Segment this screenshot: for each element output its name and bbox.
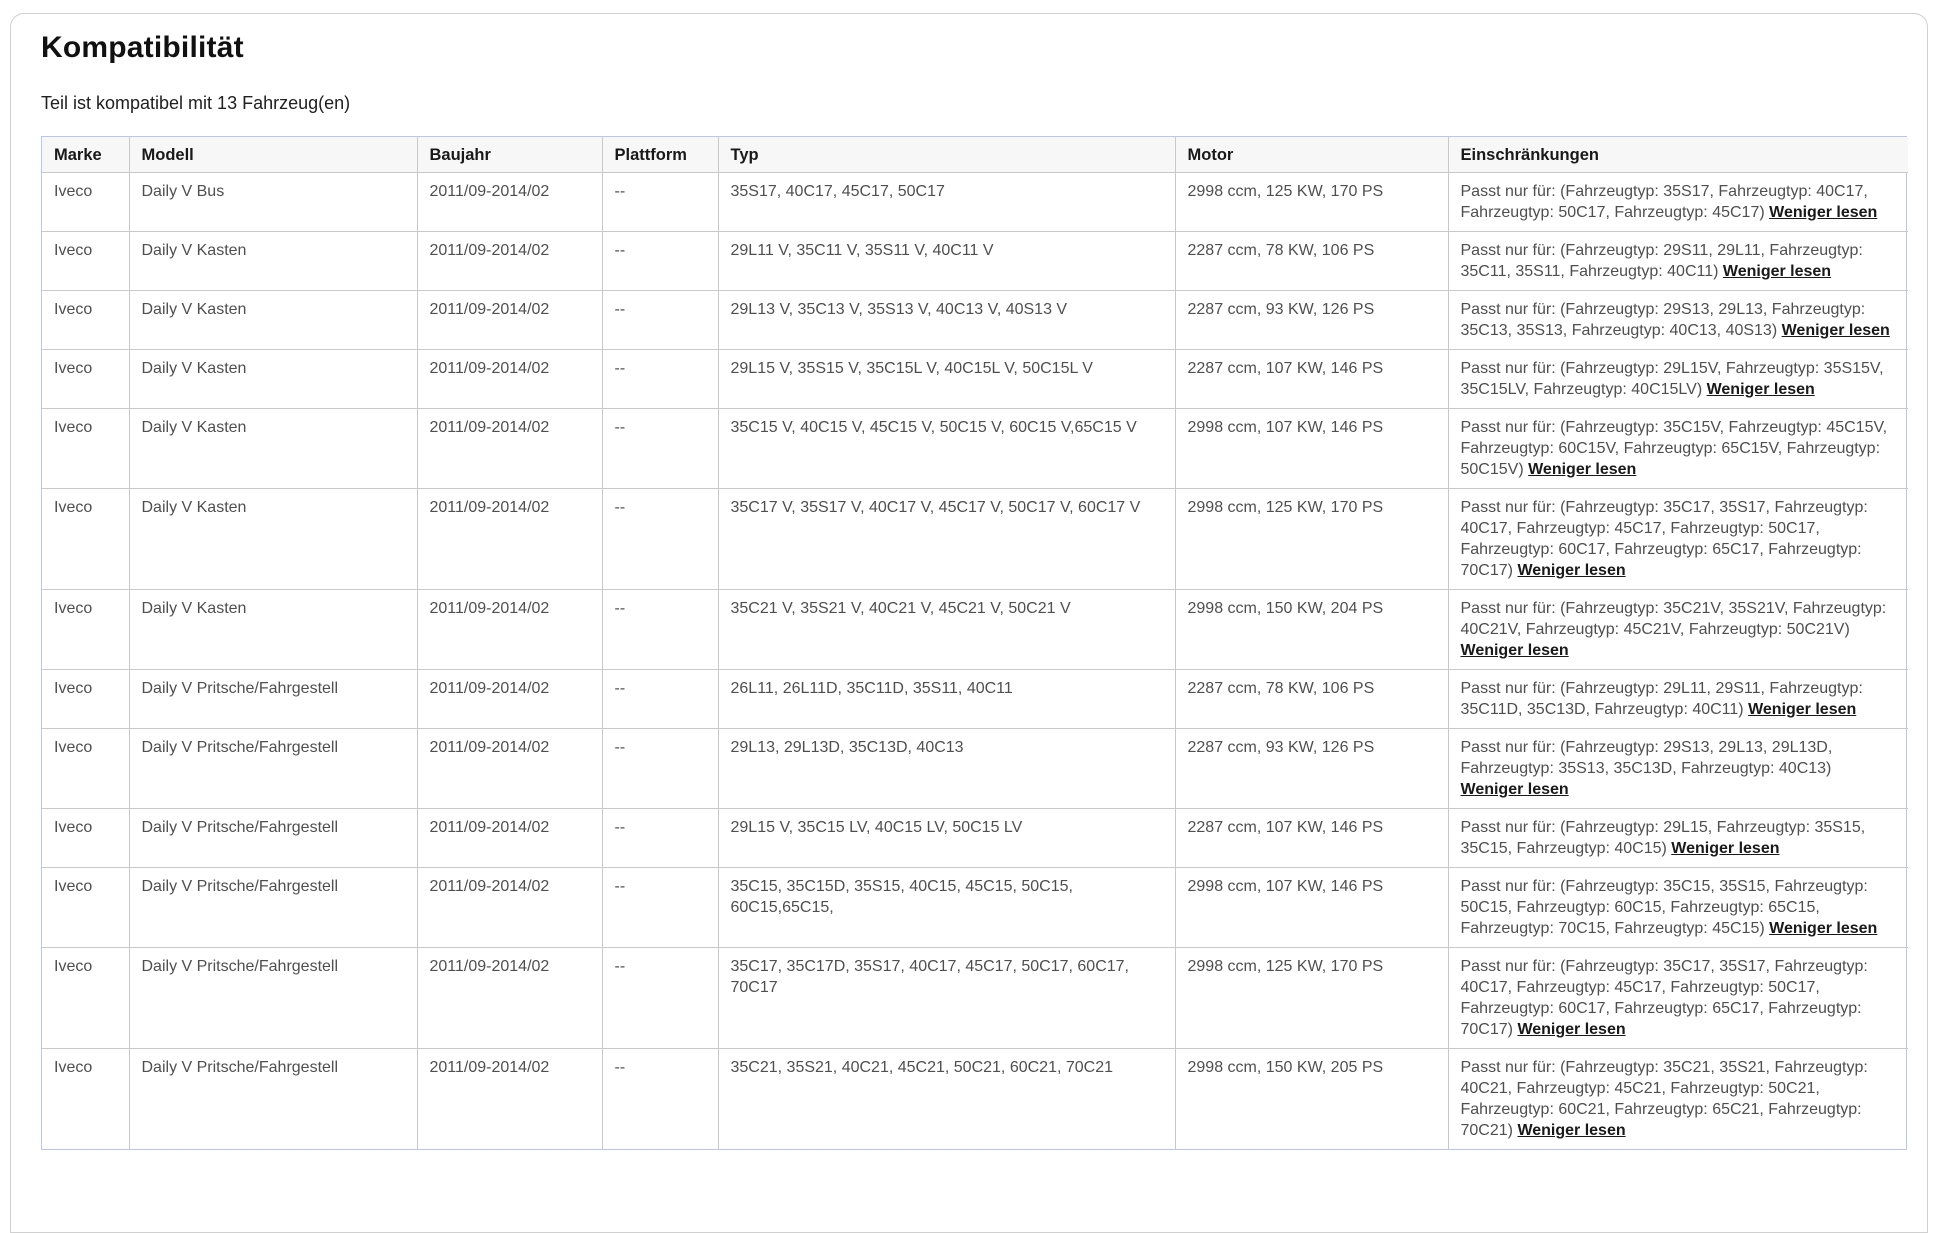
cell-modell: Daily V Kasten [129,291,417,350]
cell-einschraenkungen [1448,173,1908,232]
column-header-modell: Modell [129,137,417,173]
cell-motor: 2287 ccm, 93 KW, 126 PS [1175,291,1448,350]
weniger-lesen-link[interactable]: Weniger lesen [1517,1021,1626,1038]
weniger-lesen-link[interactable]: Weniger lesen [1460,642,1569,659]
cell-motor: 2998 ccm, 150 KW, 205 PS [1175,1049,1448,1150]
restriction-text: Passt nur für: (Fahrzeugtyp: 29S11, 29L11, Fahrzeugtyp: 35C11, 35S11, Fahrzeugtyp: 40C11) [1460,242,1863,280]
cell-typ: 29L15 V, 35C15 LV, 40C15 LV, 50C15 LV [718,809,1175,868]
restriction-text: Passt nur für: (Fahrzeugtyp: 29L15, Fahrzeugtyp: 35S15, 35C15, Fahrzeugtyp: 40C15) [1460,819,1866,857]
cell-baujahr: 2011/09-2014/02 [417,948,602,1049]
cell-baujahr: 2011/09-2014/02 [417,489,602,590]
restriction-text: Passt nur für: (Fahrzeugtyp: 35C21, 35S21, Fahrzeugtyp: 40C21, Fahrzeugtyp: 45C21, Fahrzeugtyp: 50C21, Fahrzeugtyp: 60C21, Fahrzeugtyp: 65C21, Fahrzeugtyp: 70C21) [1460,1059,1868,1139]
cell-marke: Iveco [42,291,129,350]
cell-marke: Iveco [42,809,129,868]
compatibility-table [42,137,1908,1149]
cell-typ: 35S17, 40C17, 45C17, 50C17 [718,173,1175,232]
weniger-lesen-link[interactable]: Weniger lesen [1517,562,1626,579]
cell-marke: Iveco [42,1049,129,1150]
column-header-einschraenkungen: Einschränkungen [1448,137,1908,173]
cell-motor: 2998 ccm, 125 KW, 170 PS [1175,173,1448,232]
table-row [42,729,1908,809]
cell-modell: Daily V Pritsche/Fahrgestell [129,809,417,868]
cell-baujahr: 2011/09-2014/02 [417,291,602,350]
cell-einschraenkungen [1448,232,1908,291]
cell-plattform: -- [602,809,718,868]
table-row [42,1049,1908,1150]
table-row [42,291,1908,350]
cell-einschraenkungen [1448,409,1908,489]
cell-baujahr: 2011/09-2014/02 [417,1049,602,1150]
restriction-text: Passt nur für: (Fahrzeugtyp: 35C17, 35S17, Fahrzeugtyp: 40C17, Fahrzeugtyp: 45C17, Fahrzeugtyp: 50C17, Fahrzeugtyp: 60C17, Fahrzeugtyp: 65C17, Fahrzeugtyp: 70C17) [1460,499,1868,579]
cell-typ: 35C15, 35C15D, 35S15, 40C15, 45C15, 50C15, 60C15,65C15, [718,868,1175,948]
cell-plattform: -- [602,232,718,291]
cell-typ: 29L11 V, 35C11 V, 35S11 V, 40C11 V [718,232,1175,291]
cell-einschraenkungen [1448,868,1908,948]
weniger-lesen-link[interactable]: Weniger lesen [1706,381,1815,398]
cell-einschraenkungen [1448,590,1908,670]
cell-modell: Daily V Pritsche/Fahrgestell [129,729,417,809]
cell-plattform: -- [602,590,718,670]
cell-marke: Iveco [42,350,129,409]
cell-baujahr: 2011/09-2014/02 [417,590,602,670]
compatibility-section [10,13,1928,1233]
table-row [42,809,1908,868]
compatibility-table-body [42,173,1908,1150]
weniger-lesen-link[interactable]: Weniger lesen [1460,781,1569,798]
restriction-text: Passt nur für: (Fahrzeugtyp: 35C15V, Fahrzeugtyp: 45C15V, Fahrzeugtyp: 60C15V, Fahrzeugtyp: 65C15V, Fahrzeugtyp: 50C15V) [1460,419,1888,478]
cell-motor: 2998 ccm, 107 KW, 146 PS [1175,409,1448,489]
cell-marke: Iveco [42,489,129,590]
cell-motor: 2287 ccm, 93 KW, 126 PS [1175,729,1448,809]
cell-plattform: -- [602,670,718,729]
page-title: Kompatibilität [41,31,244,64]
weniger-lesen-link[interactable]: Weniger lesen [1722,263,1832,280]
restriction-text: Passt nur für: (Fahrzeugtyp: 35C15, 35S15, Fahrzeugtyp: 50C15, Fahrzeugtyp: 60C15, Fahrzeugtyp: 65C15, Fahrzeugtyp: 70C15, Fahrzeugtyp: 45C15) [1460,878,1868,937]
cell-motor: 2287 ccm, 107 KW, 146 PS [1175,350,1448,409]
cell-typ: 29L13 V, 35C13 V, 35S13 V, 40C13 V, 40S13 V [718,291,1175,350]
weniger-lesen-link[interactable]: Weniger lesen [1769,920,1878,937]
weniger-lesen-link[interactable]: Weniger lesen [1671,840,1780,857]
column-header-marke: Marke [42,137,129,173]
cell-einschraenkungen [1448,729,1908,809]
cell-modell: Daily V Kasten [129,409,417,489]
cell-typ: 35C17 V, 35S17 V, 40C17 V, 45C17 V, 50C17 V, 60C17 V [718,489,1175,590]
column-header-baujahr: Baujahr [417,137,602,173]
table-header-row [42,137,1908,173]
restriction-text: Passt nur für: (Fahrzeugtyp: 29S13, 29L13, Fahrzeugtyp: 35C13, 35S13, Fahrzeugtyp: 40C13, 40S13) [1460,301,1866,339]
cell-modell: Daily V Pritsche/Fahrgestell [129,670,417,729]
restriction-text: Passt nur für: (Fahrzeugtyp: 29L15V, Fahrzeugtyp: 35S15V, 35C15LV, Fahrzeugtyp: 40C15LV) [1460,360,1884,398]
cell-marke: Iveco [42,948,129,1049]
cell-modell: Daily V Kasten [129,232,417,291]
cell-plattform: -- [602,729,718,809]
cell-baujahr: 2011/09-2014/02 [417,729,602,809]
cell-motor: 2998 ccm, 125 KW, 170 PS [1175,948,1448,1049]
compatibility-summary: Teil ist kompatibel mit 13 Fahrzeug(en) [41,93,351,113]
table-row [42,409,1908,489]
cell-motor: 2998 ccm, 150 KW, 204 PS [1175,590,1448,670]
cell-einschraenkungen [1448,489,1908,590]
cell-einschraenkungen [1448,350,1908,409]
cell-typ: 35C21 V, 35S21 V, 40C21 V, 45C21 V, 50C21 V [718,590,1175,670]
cell-baujahr: 2011/09-2014/02 [417,809,602,868]
restriction-text: Passt nur für: (Fahrzeugtyp: 35S17, Fahrzeugtyp: 40C17, Fahrzeugtyp: 50C17, Fahrzeugtyp: 45C17) [1460,183,1868,221]
cell-motor: 2998 ccm, 125 KW, 170 PS [1175,489,1448,590]
cell-modell: Daily V Kasten [129,590,417,670]
cell-plattform: -- [602,291,718,350]
weniger-lesen-link[interactable]: Weniger lesen [1517,1122,1626,1139]
cell-motor: 2998 ccm, 107 KW, 146 PS [1175,868,1448,948]
cell-baujahr: 2011/09-2014/02 [417,350,602,409]
cell-baujahr: 2011/09-2014/02 [417,670,602,729]
cell-baujahr: 2011/09-2014/02 [417,173,602,232]
column-header-motor: Motor [1175,137,1448,173]
cell-modell: Daily V Pritsche/Fahrgestell [129,948,417,1049]
restriction-text: Passt nur für: (Fahrzeugtyp: 29L11, 29S11, Fahrzeugtyp: 35C11D, 35C13D, Fahrzeugtyp: 40C11) [1460,680,1863,718]
cell-plattform: -- [602,868,718,948]
weniger-lesen-link[interactable]: Weniger lesen [1748,701,1857,718]
weniger-lesen-link[interactable]: Weniger lesen [1528,461,1637,478]
cell-typ: 35C17, 35C17D, 35S17, 40C17, 45C17, 50C17, 60C17, 70C17 [718,948,1175,1049]
cell-typ: 35C15 V, 40C15 V, 45C15 V, 50C15 V, 60C15 V,65C15 V [718,409,1175,489]
cell-motor: 2287 ccm, 78 KW, 106 PS [1175,670,1448,729]
cell-plattform: -- [602,409,718,489]
table-row [42,868,1908,948]
cell-plattform: -- [602,173,718,232]
restriction-text: Passt nur für: (Fahrzeugtyp: 35C17, 35S17, Fahrzeugtyp: 40C17, Fahrzeugtyp: 45C17, Fahrzeugtyp: 50C17, Fahrzeugtyp: 60C17, Fahrzeugtyp: 65C17, Fahrzeugtyp: 70C17) [1460,958,1868,1038]
cell-marke: Iveco [42,409,129,489]
cell-plattform: -- [602,489,718,590]
cell-einschraenkungen [1448,809,1908,868]
cell-motor: 2287 ccm, 107 KW, 146 PS [1175,809,1448,868]
cell-einschraenkungen [1448,670,1908,729]
cell-baujahr: 2011/09-2014/02 [417,868,602,948]
cell-einschraenkungen [1448,1049,1908,1150]
table-row [42,173,1908,232]
cell-motor: 2287 ccm, 78 KW, 106 PS [1175,232,1448,291]
table-row [42,232,1908,291]
cell-plattform: -- [602,948,718,1049]
table-row [42,489,1908,590]
cell-typ: 29L15 V, 35S15 V, 35C15L V, 40C15L V, 50C15L V [718,350,1175,409]
table-row [42,948,1908,1049]
table-row [42,670,1908,729]
cell-baujahr: 2011/09-2014/02 [417,409,602,489]
column-header-typ: Typ [718,137,1175,173]
cell-typ: 26L11, 26L11D, 35C11D, 35S11, 40C11 [718,670,1175,729]
cell-typ: 35C21, 35S21, 40C21, 45C21, 50C21, 60C21, 70C21 [718,1049,1175,1150]
cell-plattform: -- [602,1049,718,1150]
cell-modell: Daily V Pritsche/Fahrgestell [129,1049,417,1150]
cell-marke: Iveco [42,670,129,729]
weniger-lesen-link[interactable]: Weniger lesen [1769,204,1878,221]
cell-einschraenkungen [1448,948,1908,1049]
cell-modell: Daily V Kasten [129,350,417,409]
cell-marke: Iveco [42,868,129,948]
restriction-text: Passt nur für: (Fahrzeugtyp: 35C21V, 35S21V, Fahrzeugtyp: 40C21V, Fahrzeugtyp: 45C21V, Fahrzeugtyp: 50C21V) [1460,600,1887,638]
cell-typ: 29L13, 29L13D, 35C13D, 40C13 [718,729,1175,809]
cell-marke: Iveco [42,729,129,809]
cell-modell: Daily V Kasten [129,489,417,590]
table-row [42,590,1908,670]
column-header-plattform: Plattform [602,137,718,173]
cell-plattform: -- [602,350,718,409]
cell-modell: Daily V Pritsche/Fahrgestell [129,868,417,948]
cell-marke: Iveco [42,590,129,670]
cell-marke: Iveco [42,173,129,232]
restriction-text: Passt nur für: (Fahrzeugtyp: 29S13, 29L13, 29L13D, Fahrzeugtyp: 35S13, 35C13D, Fahrzeugtyp: 40C13) [1460,739,1833,777]
cell-modell: Daily V Bus [129,173,417,232]
cell-baujahr: 2011/09-2014/02 [417,232,602,291]
cell-einschraenkungen [1448,291,1908,350]
weniger-lesen-link[interactable]: Weniger lesen [1781,322,1890,339]
compatibility-table-wrapper [41,136,1907,1150]
cell-marke: Iveco [42,232,129,291]
table-row [42,350,1908,409]
